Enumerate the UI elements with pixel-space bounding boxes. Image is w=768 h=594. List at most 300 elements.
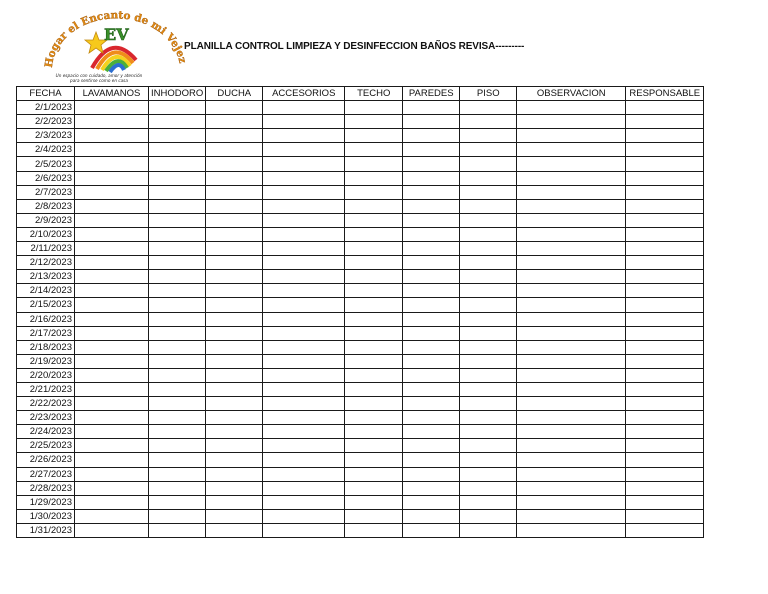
- paredes-cell[interactable]: [403, 115, 460, 129]
- piso-cell[interactable]: [460, 270, 517, 284]
- ducha-cell[interactable]: [206, 382, 263, 396]
- techo-cell[interactable]: [345, 115, 403, 129]
- techo-cell[interactable]: [345, 256, 403, 270]
- responsable-cell[interactable]: [626, 354, 704, 368]
- observacion-cell[interactable]: [517, 495, 626, 509]
- paredes-cell[interactable]: [403, 157, 460, 171]
- piso-cell[interactable]: [460, 425, 517, 439]
- ducha-cell[interactable]: [206, 101, 263, 115]
- date-cell: 2/8/2023: [17, 199, 75, 213]
- responsable-cell[interactable]: [626, 397, 704, 411]
- paredes-cell[interactable]: [403, 467, 460, 481]
- table-row: [17, 270, 704, 284]
- responsable-cell[interactable]: [626, 298, 704, 312]
- inhodoro-cell[interactable]: [149, 326, 206, 340]
- techo-cell[interactable]: [345, 481, 403, 495]
- piso-cell[interactable]: [460, 213, 517, 227]
- responsable-cell[interactable]: [626, 129, 704, 143]
- responsable-cell[interactable]: [626, 425, 704, 439]
- accesorios-cell[interactable]: [263, 453, 345, 467]
- lavamanos-cell[interactable]: [75, 354, 149, 368]
- inhodoro-cell[interactable]: [149, 354, 206, 368]
- inhodoro-cell[interactable]: [149, 213, 206, 227]
- lavamanos-cell[interactable]: [75, 453, 149, 467]
- paredes-cell[interactable]: [403, 368, 460, 382]
- paredes-cell[interactable]: [403, 270, 460, 284]
- responsable-cell[interactable]: [626, 495, 704, 509]
- inhodoro-cell[interactable]: [149, 101, 206, 115]
- accesorios-cell[interactable]: [263, 227, 345, 241]
- accesorios-cell[interactable]: [263, 157, 345, 171]
- responsable-cell[interactable]: [626, 312, 704, 326]
- ducha-cell[interactable]: [206, 298, 263, 312]
- techo-cell[interactable]: [345, 326, 403, 340]
- responsable-cell[interactable]: [626, 509, 704, 523]
- piso-cell[interactable]: [460, 397, 517, 411]
- inhodoro-cell[interactable]: [149, 495, 206, 509]
- observacion-cell[interactable]: [517, 242, 626, 256]
- inhodoro-cell[interactable]: [149, 425, 206, 439]
- date-cell: 2/2/2023: [17, 115, 75, 129]
- techo-cell[interactable]: [345, 298, 403, 312]
- inhodoro-cell[interactable]: [149, 143, 206, 157]
- observacion-cell[interactable]: [517, 115, 626, 129]
- paredes-cell[interactable]: [403, 213, 460, 227]
- inhodoro-cell[interactable]: [149, 467, 206, 481]
- paredes-cell[interactable]: [403, 284, 460, 298]
- observacion-cell[interactable]: [517, 354, 626, 368]
- date-cell: 2/24/2023: [17, 425, 75, 439]
- ducha-cell[interactable]: [206, 523, 263, 537]
- inhodoro-cell[interactable]: [149, 340, 206, 354]
- paredes-cell[interactable]: [403, 129, 460, 143]
- accesorios-cell[interactable]: [263, 425, 345, 439]
- observacion-cell[interactable]: [517, 298, 626, 312]
- accesorios-cell[interactable]: [263, 298, 345, 312]
- inhodoro-cell[interactable]: [149, 157, 206, 171]
- lavamanos-cell[interactable]: [75, 242, 149, 256]
- accesorios-cell[interactable]: [263, 523, 345, 537]
- lavamanos-cell[interactable]: [75, 340, 149, 354]
- accesorios-cell[interactable]: [263, 340, 345, 354]
- piso-cell[interactable]: [460, 382, 517, 396]
- accesorios-cell[interactable]: [263, 326, 345, 340]
- accesorios-cell[interactable]: [263, 382, 345, 396]
- accesorios-cell[interactable]: [263, 171, 345, 185]
- techo-cell[interactable]: [345, 439, 403, 453]
- ducha-cell[interactable]: [206, 481, 263, 495]
- inhodoro-cell[interactable]: [149, 298, 206, 312]
- techo-cell[interactable]: [345, 340, 403, 354]
- responsable-cell[interactable]: [626, 143, 704, 157]
- inhodoro-cell[interactable]: [149, 242, 206, 256]
- observacion-cell[interactable]: [517, 227, 626, 241]
- ducha-cell[interactable]: [206, 270, 263, 284]
- techo-cell[interactable]: [345, 242, 403, 256]
- observacion-cell[interactable]: [517, 101, 626, 115]
- lavamanos-cell[interactable]: [75, 101, 149, 115]
- inhodoro-cell[interactable]: [149, 481, 206, 495]
- piso-cell[interactable]: [460, 340, 517, 354]
- paredes-cell[interactable]: [403, 382, 460, 396]
- techo-cell[interactable]: [345, 382, 403, 396]
- inhodoro-cell[interactable]: [149, 439, 206, 453]
- lavamanos-cell[interactable]: [75, 439, 149, 453]
- responsable-cell[interactable]: [626, 115, 704, 129]
- responsable-cell[interactable]: [626, 453, 704, 467]
- lavamanos-cell[interactable]: [75, 326, 149, 340]
- ducha-cell[interactable]: [206, 453, 263, 467]
- responsable-cell[interactable]: [626, 101, 704, 115]
- accesorios-cell[interactable]: [263, 467, 345, 481]
- paredes-cell[interactable]: [403, 425, 460, 439]
- lavamanos-cell[interactable]: [75, 157, 149, 171]
- responsable-cell[interactable]: [626, 270, 704, 284]
- techo-cell[interactable]: [345, 467, 403, 481]
- accesorios-cell[interactable]: [263, 284, 345, 298]
- techo-cell[interactable]: [345, 368, 403, 382]
- accesorios-cell[interactable]: [263, 439, 345, 453]
- paredes-cell[interactable]: [403, 509, 460, 523]
- lavamanos-cell[interactable]: [75, 481, 149, 495]
- table-row: [17, 495, 704, 509]
- inhodoro-cell[interactable]: [149, 382, 206, 396]
- responsable-cell[interactable]: [626, 199, 704, 213]
- accesorios-cell[interactable]: [263, 411, 345, 425]
- accesorios-cell[interactable]: [263, 495, 345, 509]
- techo-cell[interactable]: [345, 171, 403, 185]
- observacion-cell[interactable]: [517, 425, 626, 439]
- date-cell: 2/10/2023: [17, 227, 75, 241]
- lavamanos-cell[interactable]: [75, 467, 149, 481]
- inhodoro-cell[interactable]: [149, 453, 206, 467]
- paredes-cell[interactable]: [403, 199, 460, 213]
- inhodoro-cell[interactable]: [149, 509, 206, 523]
- observacion-cell[interactable]: [517, 171, 626, 185]
- observacion-cell[interactable]: [517, 157, 626, 171]
- piso-cell[interactable]: [460, 227, 517, 241]
- inhodoro-cell[interactable]: [149, 368, 206, 382]
- lavamanos-cell[interactable]: [75, 368, 149, 382]
- observacion-cell[interactable]: [517, 453, 626, 467]
- techo-cell[interactable]: [345, 284, 403, 298]
- ducha-cell[interactable]: [206, 115, 263, 129]
- paredes-cell[interactable]: [403, 312, 460, 326]
- table-row: [17, 368, 704, 382]
- piso-cell[interactable]: [460, 242, 517, 256]
- accesorios-cell[interactable]: [263, 481, 345, 495]
- ducha-cell[interactable]: [206, 157, 263, 171]
- lavamanos-cell[interactable]: [75, 411, 149, 425]
- responsable-cell[interactable]: [626, 242, 704, 256]
- paredes-cell[interactable]: [403, 185, 460, 199]
- paredes-cell[interactable]: [403, 397, 460, 411]
- lavamanos-cell[interactable]: [75, 270, 149, 284]
- table-body: [17, 101, 704, 538]
- responsable-cell[interactable]: [626, 481, 704, 495]
- techo-cell[interactable]: [345, 157, 403, 171]
- piso-cell[interactable]: [460, 411, 517, 425]
- responsable-cell[interactable]: [626, 171, 704, 185]
- piso-cell[interactable]: [460, 284, 517, 298]
- inhodoro-cell[interactable]: [149, 256, 206, 270]
- inhodoro-cell[interactable]: [149, 312, 206, 326]
- ducha-cell[interactable]: [206, 213, 263, 227]
- piso-cell[interactable]: [460, 143, 517, 157]
- observacion-cell[interactable]: [517, 397, 626, 411]
- paredes-cell[interactable]: [403, 481, 460, 495]
- logo-tagline-2: para sentirse como en casa: [70, 78, 128, 83]
- observacion-cell[interactable]: [517, 439, 626, 453]
- paredes-cell[interactable]: [403, 227, 460, 241]
- date-cell: 2/6/2023: [17, 171, 75, 185]
- observacion-cell[interactable]: [517, 411, 626, 425]
- responsable-cell[interactable]: [626, 340, 704, 354]
- techo-cell[interactable]: [345, 143, 403, 157]
- observacion-cell[interactable]: [517, 481, 626, 495]
- ducha-cell[interactable]: [206, 143, 263, 157]
- ducha-cell[interactable]: [206, 439, 263, 453]
- lavamanos-cell[interactable]: [75, 523, 149, 537]
- inhodoro-cell[interactable]: [149, 129, 206, 143]
- lavamanos-cell[interactable]: [75, 312, 149, 326]
- ducha-cell[interactable]: [206, 227, 263, 241]
- table-row: [17, 326, 704, 340]
- table-row: [17, 213, 704, 227]
- techo-cell[interactable]: [345, 425, 403, 439]
- inhodoro-cell[interactable]: [149, 411, 206, 425]
- paredes-cell[interactable]: [403, 143, 460, 157]
- observacion-cell[interactable]: [517, 213, 626, 227]
- ducha-cell[interactable]: [206, 495, 263, 509]
- observacion-cell[interactable]: [517, 270, 626, 284]
- observacion-cell[interactable]: [517, 382, 626, 396]
- ducha-cell[interactable]: [206, 256, 263, 270]
- ducha-cell[interactable]: [206, 199, 263, 213]
- responsable-cell[interactable]: [626, 284, 704, 298]
- paredes-cell[interactable]: [403, 495, 460, 509]
- lavamanos-cell[interactable]: [75, 171, 149, 185]
- accesorios-cell[interactable]: [263, 509, 345, 523]
- paredes-cell[interactable]: [403, 326, 460, 340]
- lavamanos-cell[interactable]: [75, 495, 149, 509]
- responsable-cell[interactable]: [626, 157, 704, 171]
- responsable-cell[interactable]: [626, 368, 704, 382]
- techo-cell[interactable]: [345, 129, 403, 143]
- accesorios-cell[interactable]: [263, 242, 345, 256]
- accesorios-cell[interactable]: [263, 115, 345, 129]
- techo-cell[interactable]: [345, 101, 403, 115]
- ducha-cell[interactable]: [206, 467, 263, 481]
- piso-cell[interactable]: [460, 256, 517, 270]
- paredes-cell[interactable]: [403, 354, 460, 368]
- inhodoro-cell[interactable]: [149, 270, 206, 284]
- piso-cell[interactable]: [460, 298, 517, 312]
- ducha-cell[interactable]: [206, 509, 263, 523]
- lavamanos-cell[interactable]: [75, 256, 149, 270]
- observacion-cell[interactable]: [517, 340, 626, 354]
- lavamanos-cell[interactable]: [75, 425, 149, 439]
- accesorios-cell[interactable]: [263, 143, 345, 157]
- column-header-lavamanos: LAVAMANOS: [75, 87, 149, 101]
- ducha-cell[interactable]: [206, 171, 263, 185]
- ducha-cell[interactable]: [206, 284, 263, 298]
- responsable-cell[interactable]: [626, 523, 704, 537]
- accesorios-cell[interactable]: [263, 129, 345, 143]
- piso-cell[interactable]: [460, 481, 517, 495]
- piso-cell[interactable]: [460, 157, 517, 171]
- inhodoro-cell[interactable]: [149, 185, 206, 199]
- techo-cell[interactable]: [345, 495, 403, 509]
- techo-cell[interactable]: [345, 227, 403, 241]
- observacion-cell[interactable]: [517, 326, 626, 340]
- observacion-cell[interactable]: [517, 467, 626, 481]
- piso-cell[interactable]: [460, 509, 517, 523]
- piso-cell[interactable]: [460, 171, 517, 185]
- inhodoro-cell[interactable]: [149, 397, 206, 411]
- paredes-cell[interactable]: [403, 101, 460, 115]
- paredes-cell[interactable]: [403, 256, 460, 270]
- responsable-cell[interactable]: [626, 382, 704, 396]
- techo-cell[interactable]: [345, 199, 403, 213]
- accesorios-cell[interactable]: [263, 213, 345, 227]
- inhodoro-cell[interactable]: [149, 227, 206, 241]
- techo-cell[interactable]: [345, 354, 403, 368]
- logo-arc-text: Hogar el Encanto de mi Vejez: [42, 9, 188, 69]
- lavamanos-cell[interactable]: [75, 284, 149, 298]
- paredes-cell[interactable]: [403, 439, 460, 453]
- paredes-cell[interactable]: [403, 298, 460, 312]
- lavamanos-cell[interactable]: [75, 185, 149, 199]
- inhodoro-cell[interactable]: [149, 115, 206, 129]
- accesorios-cell[interactable]: [263, 368, 345, 382]
- piso-cell[interactable]: [460, 453, 517, 467]
- piso-cell[interactable]: [460, 439, 517, 453]
- ducha-cell[interactable]: [206, 368, 263, 382]
- table-row: [17, 256, 704, 270]
- observacion-cell[interactable]: [517, 284, 626, 298]
- techo-cell[interactable]: [345, 397, 403, 411]
- techo-cell[interactable]: [345, 453, 403, 467]
- lavamanos-cell[interactable]: [75, 298, 149, 312]
- lavamanos-cell[interactable]: [75, 382, 149, 396]
- piso-cell[interactable]: [460, 326, 517, 340]
- lavamanos-cell[interactable]: [75, 397, 149, 411]
- accesorios-cell[interactable]: [263, 199, 345, 213]
- accesorios-cell[interactable]: [263, 185, 345, 199]
- ducha-cell[interactable]: [206, 425, 263, 439]
- piso-cell[interactable]: [460, 185, 517, 199]
- observacion-cell[interactable]: [517, 312, 626, 326]
- responsable-cell[interactable]: [626, 326, 704, 340]
- piso-cell[interactable]: [460, 467, 517, 481]
- accesorios-cell[interactable]: [263, 397, 345, 411]
- responsable-cell[interactable]: [626, 411, 704, 425]
- lavamanos-cell[interactable]: [75, 227, 149, 241]
- techo-cell[interactable]: [345, 509, 403, 523]
- responsable-cell[interactable]: [626, 256, 704, 270]
- ducha-cell[interactable]: [206, 411, 263, 425]
- ducha-cell[interactable]: [206, 185, 263, 199]
- observacion-cell[interactable]: [517, 509, 626, 523]
- piso-cell[interactable]: [460, 368, 517, 382]
- responsable-cell[interactable]: [626, 213, 704, 227]
- ducha-cell[interactable]: [206, 242, 263, 256]
- ducha-cell[interactable]: [206, 312, 263, 326]
- paredes-cell[interactable]: [403, 340, 460, 354]
- paredes-cell[interactable]: [403, 453, 460, 467]
- date-cell: 1/29/2023: [17, 495, 75, 509]
- techo-cell[interactable]: [345, 270, 403, 284]
- responsable-cell[interactable]: [626, 467, 704, 481]
- piso-cell[interactable]: [460, 115, 517, 129]
- accesorios-cell[interactable]: [263, 354, 345, 368]
- ducha-cell[interactable]: [206, 326, 263, 340]
- techo-cell[interactable]: [345, 411, 403, 425]
- lavamanos-cell[interactable]: [75, 213, 149, 227]
- techo-cell[interactable]: [345, 523, 403, 537]
- accesorios-cell[interactable]: [263, 256, 345, 270]
- paredes-cell[interactable]: [403, 411, 460, 425]
- table-row: [17, 227, 704, 241]
- techo-cell[interactable]: [345, 185, 403, 199]
- paredes-cell[interactable]: [403, 171, 460, 185]
- ducha-cell[interactable]: [206, 397, 263, 411]
- paredes-cell[interactable]: [403, 242, 460, 256]
- responsable-cell[interactable]: [626, 227, 704, 241]
- observacion-cell[interactable]: [517, 185, 626, 199]
- date-cell: 2/28/2023: [17, 481, 75, 495]
- inhodoro-cell[interactable]: [149, 171, 206, 185]
- piso-cell[interactable]: [460, 101, 517, 115]
- accesorios-cell[interactable]: [263, 312, 345, 326]
- techo-cell[interactable]: [345, 312, 403, 326]
- observacion-cell[interactable]: [517, 523, 626, 537]
- piso-cell[interactable]: [460, 495, 517, 509]
- piso-cell[interactable]: [460, 312, 517, 326]
- lavamanos-cell[interactable]: [75, 509, 149, 523]
- lavamanos-cell[interactable]: [75, 199, 149, 213]
- piso-cell[interactable]: [460, 199, 517, 213]
- lavamanos-cell[interactable]: [75, 143, 149, 157]
- lavamanos-cell[interactable]: [75, 115, 149, 129]
- accesorios-cell[interactable]: [263, 101, 345, 115]
- paredes-cell[interactable]: [403, 523, 460, 537]
- table-row: [17, 143, 704, 157]
- techo-cell[interactable]: [345, 213, 403, 227]
- responsable-cell[interactable]: [626, 439, 704, 453]
- observacion-cell[interactable]: [517, 256, 626, 270]
- piso-cell[interactable]: [460, 129, 517, 143]
- table-row: [17, 411, 704, 425]
- ducha-cell[interactable]: [206, 354, 263, 368]
- observacion-cell[interactable]: [517, 129, 626, 143]
- piso-cell[interactable]: [460, 354, 517, 368]
- table-row: [17, 439, 704, 453]
- responsable-cell[interactable]: [626, 185, 704, 199]
- ducha-cell[interactable]: [206, 340, 263, 354]
- lavamanos-cell[interactable]: [75, 129, 149, 143]
- inhodoro-cell[interactable]: [149, 284, 206, 298]
- observacion-cell[interactable]: [517, 199, 626, 213]
- ducha-cell[interactable]: [206, 129, 263, 143]
- accesorios-cell[interactable]: [263, 270, 345, 284]
- observacion-cell[interactable]: [517, 143, 626, 157]
- inhodoro-cell[interactable]: [149, 523, 206, 537]
- inhodoro-cell[interactable]: [149, 199, 206, 213]
- observacion-cell[interactable]: [517, 368, 626, 382]
- piso-cell[interactable]: [460, 523, 517, 537]
